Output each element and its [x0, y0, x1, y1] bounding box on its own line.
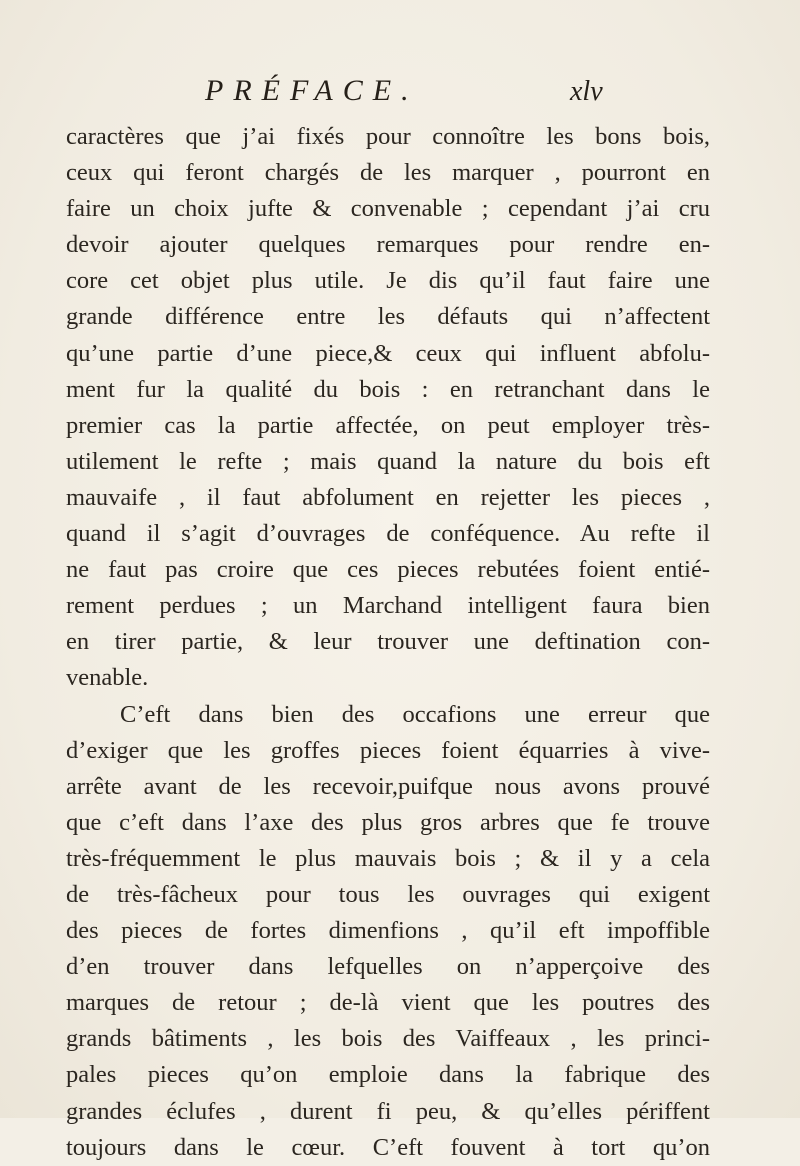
- text-line: d’en trouver dans lefquelles on n’apperçoive des: [66, 953, 710, 981]
- text-line: quand il s’agit d’ouvrages de conféquence. Au refte il: [66, 520, 710, 548]
- text-line: en tirer partie, & leur trouver une deftination con-: [66, 628, 710, 656]
- text-line: core cet objet plus utile. Je dis qu’il faut faire une: [66, 267, 710, 295]
- text-line: ne faut pas croire que ces pieces rebutées foient entié-: [66, 556, 710, 584]
- text-line: caractères que j’ai fixés pour connoître les bons bois,: [66, 123, 710, 150]
- text-line: qu’une partie d’une piece,& ceux qui influent abfolu-: [66, 339, 710, 367]
- paragraph-first-line: C’eft dans bien des occafions une erreur que: [120, 700, 710, 728]
- text-line: devoir ajouter quelques remarques pour rendre en-: [66, 231, 710, 259]
- text-line: des pieces de fortes dimenfions , qu’il eft impoffible: [66, 917, 710, 945]
- text-line: grandes éclufes , durent fi peu, & qu’elles périffent: [66, 1097, 710, 1125]
- text-line: grands bâtiments , les bois des Vaiffeaux , les princi-: [66, 1025, 710, 1053]
- text-line: d’exiger que les groffes pieces foient équarries à vive-: [66, 736, 710, 764]
- body-text: [66, 119, 710, 1166]
- text-line: mauvaife , il faut abfolument en rejetter les pieces ,: [66, 483, 710, 511]
- text-line: marques de retour ; de-là vient que les poutres des: [66, 989, 710, 1017]
- page-number: xlv: [570, 76, 603, 107]
- page-header: [0, 74, 800, 114]
- text-line: que c’eft dans l’axe des plus gros arbres que fe trouve: [66, 808, 710, 836]
- text-line: de très-fâcheux pour tous les ouvrages qui exigent: [66, 880, 710, 908]
- text-line: ment fur la qualité du bois : en retranchant dans le: [66, 375, 710, 403]
- text-line: venable.: [66, 664, 149, 692]
- text-line: toujours dans le cœur. C’eft fouvent à tort qu’on: [66, 1133, 710, 1161]
- text-line: ceux qui feront chargés de les marquer , pourront en: [66, 159, 710, 187]
- text-line: grande différence entre les défauts qui n’affectent: [66, 303, 710, 331]
- text-line: très-fréquemment le plus mauvais bois ; & il y a cela: [66, 844, 710, 872]
- text-line: rement perdues ; un Marchand intelligent faura bien: [66, 592, 710, 620]
- text-line: utilement le refte ; mais quand la nature du bois eft: [66, 447, 710, 475]
- text-line: premier cas la partie affectée, on peut employer très-: [66, 411, 710, 439]
- text-line: faire un choix jufte & convenable ; cependant j’ai cru: [66, 195, 710, 223]
- text-line: pales pieces qu’on emploie dans la fabrique des: [66, 1061, 710, 1089]
- text-line: arrête avant de les recevoir,puifque nous avons prouvé: [66, 772, 710, 800]
- running-title: PRÉFACE.: [205, 74, 419, 107]
